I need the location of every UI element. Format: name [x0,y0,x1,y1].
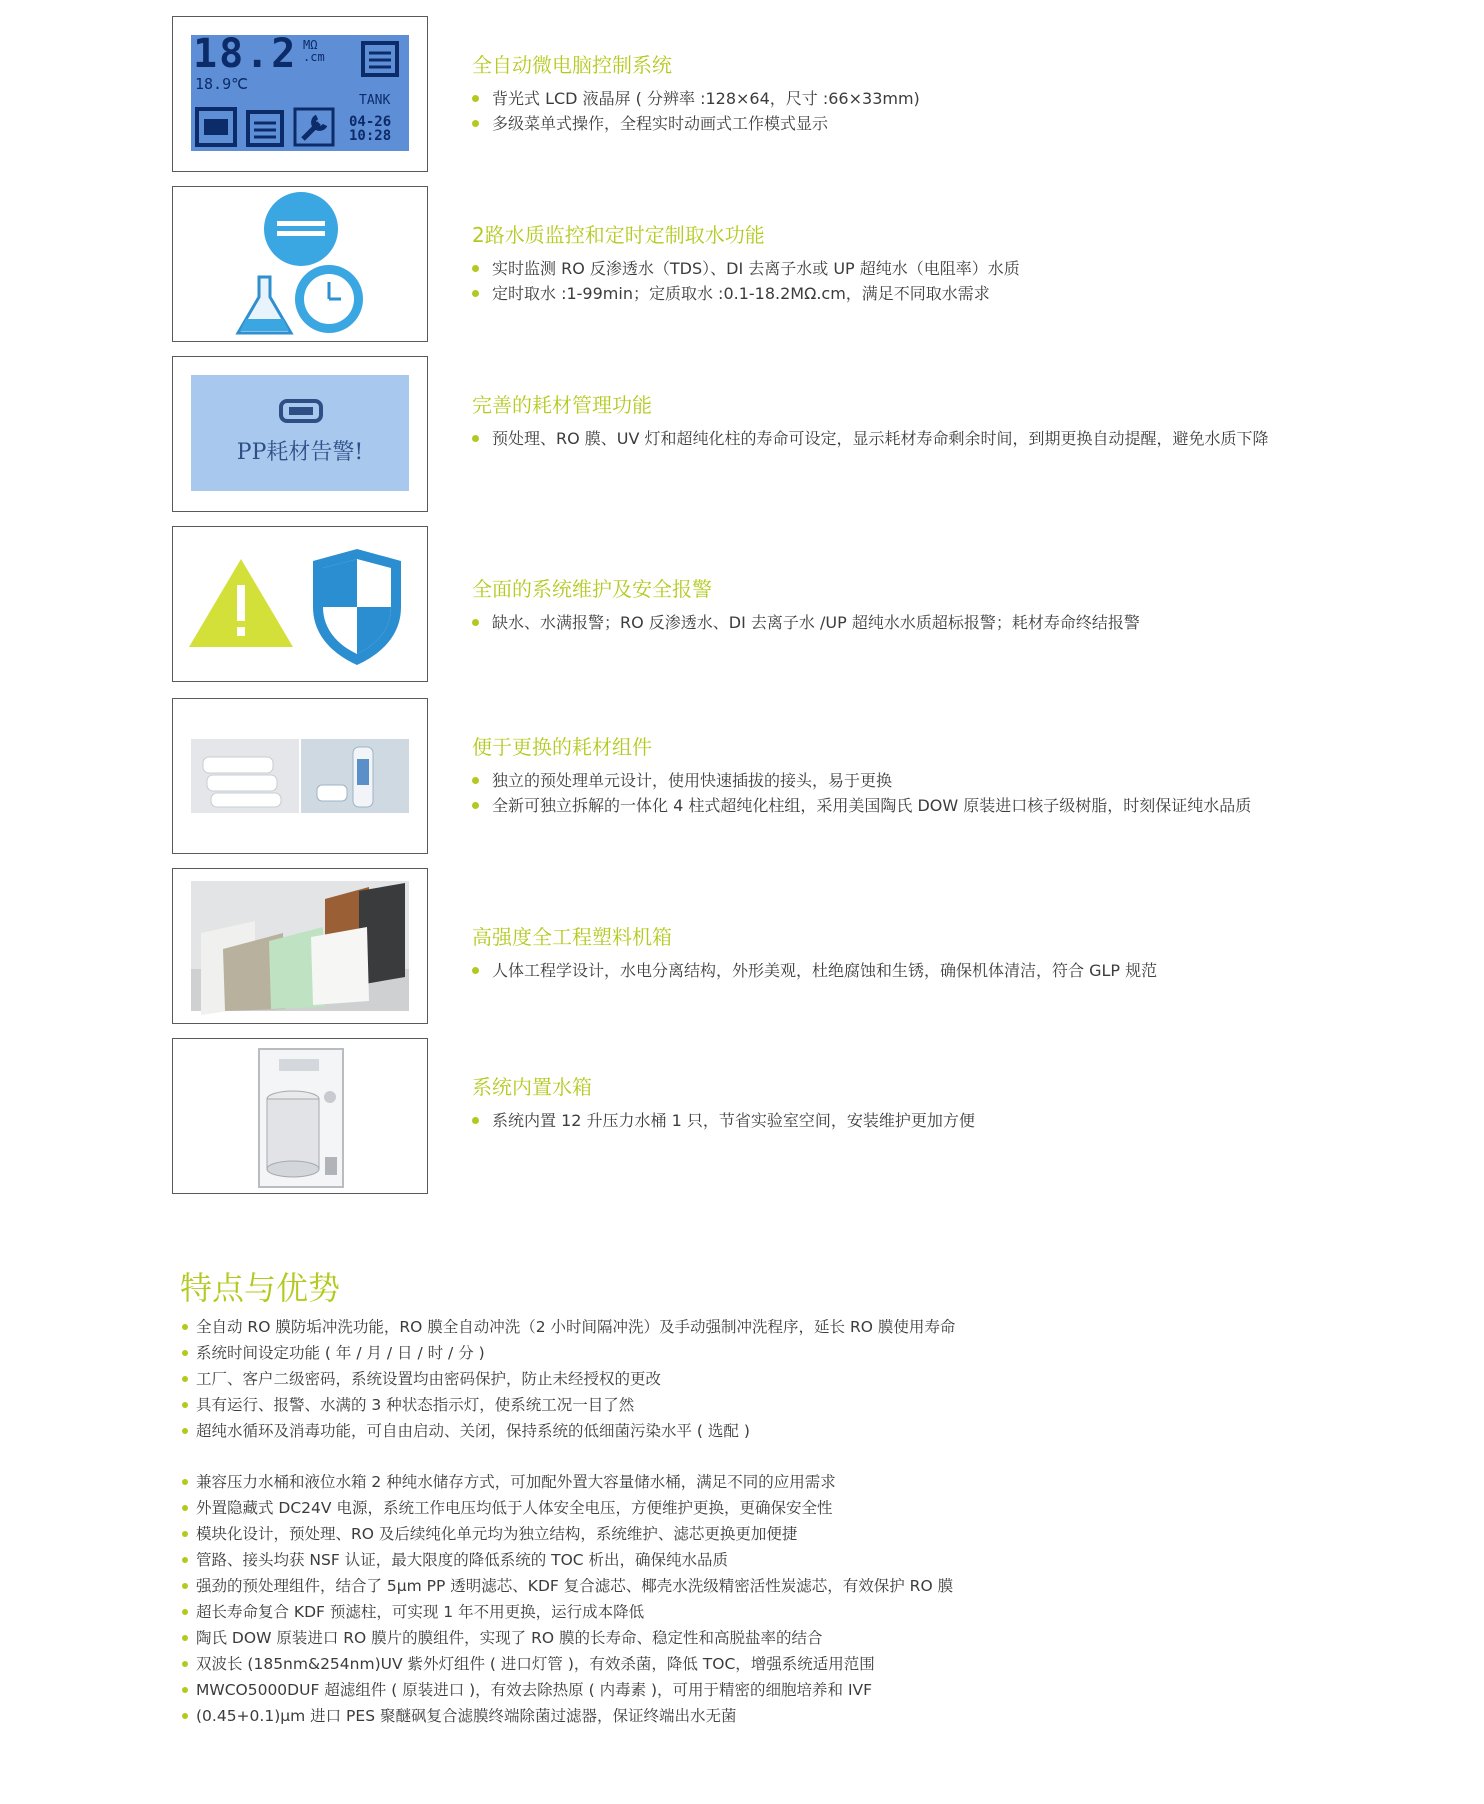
advantage-item: 全自动 RO 膜防垢冲洗功能，RO 膜全自动冲洗（2 小时间隔冲洗）及手动强制冲洗程序，延长 RO 膜使用寿命 [180,1314,1280,1340]
tank-icon [361,41,399,77]
feature-bullet: 定时取水 :1-99min；定质取水 :0.1-18.2MΩ.cm，满足不同取水需求 [472,281,1302,306]
advantage-item: MWCO5000DUF 超滤组件 ( 原装进口 )，有效去除热原 ( 内毒素 )，可用于精密的细胞培养和 IVF [180,1677,1280,1703]
lcd-temperature: 18.9℃ [195,75,248,93]
feature-title: 2路水质监控和定时定制取水功能 [472,223,765,247]
advantage-item: 模块化设计，预处理、RO 及后续纯化单元均为独立结构，系统维护、滤芯更换更加便捷 [180,1521,1280,1547]
feature-bullet: 预处理、RO 膜、UV 灯和超纯化柱的寿命可设定，显示耗材寿命剩余时间，到期更换自动提醒，避免水质下降 [472,426,1302,451]
advantage-item: 管路、接头均获 NSF 认证，最大限度的降低系统的 TOC 析出，确保纯水品质 [180,1547,1280,1573]
monitoring-thumbnail [172,186,428,342]
feature-title: 高强度全工程塑料机箱 [472,925,672,949]
advantage-item: 外置隐藏式 DC24V 电源，系统工作电压均低于人体安全电压，方便维护更换，更确保安全性 [180,1495,1280,1521]
feature-bullets [472,768,1302,818]
advantage-item: 陶氏 DOW 原装进口 RO 膜片的膜组件，实现了 RO 膜的长寿命、稳定性和高脱盐率的结合 [180,1625,1280,1651]
feature-bullet: 系统内置 12 升压力水桶 1 只，节省实验室空间，安装维护更加方便 [472,1108,1302,1133]
feature-text [472,526,1302,635]
wrench-icon [293,107,335,147]
feature-bullet: 全新可独立拆解的一体化 4 柱式超纯化柱组，采用美国陶氏 DOW 原装进口核子级树脂，时刻保证纯水品质 [472,793,1302,818]
feature-text [472,868,1302,983]
calendar-icon [245,107,285,147]
advantage-item: 兼容压力水桶和液位水箱 2 种纯水储存方式，可加配外置大容量储水桶，满足不同的应用需求 [180,1469,1280,1495]
feature-text [472,356,1302,451]
advantage-item: (0.45+0.1)μm 进口 PES 聚醚砜复合滤膜终端除菌过滤器，保证终端出水无菌 [180,1703,1280,1729]
filter-icon [264,192,338,266]
feature-text [472,16,1302,136]
feature-bullet: 背光式 LCD 液晶屏 ( 分辨率 :128×64，尺寸 :66×33mm) [472,86,1302,111]
advantage-item: 超纯水循环及消毒功能，可自由启动、关闭，保持系统的低细菌污染水平 ( 选配 ) [180,1418,1280,1444]
plastic-panels-photo [173,869,428,1024]
lcd-display-thumbnail [172,16,428,172]
components-photo [173,699,428,854]
lcd-tank-label: TANK [359,93,391,108]
safety-thumbnail [172,526,428,682]
safety-icons [173,527,428,682]
tank-thumbnail [172,1038,428,1194]
advantages-list-1 [180,1314,1280,1444]
alarm-lcd-thumbnail [172,356,428,512]
feature-bullets [472,86,1302,136]
internal-tank-diagram [173,1039,428,1194]
feature-text [472,1038,1302,1133]
advantage-item: 系统时间设定功能 ( 年 / 月 / 日 / 时 / 分 ) [180,1340,1280,1366]
feature-bullet: 独立的预处理单元设计，使用快速插拔的接头，易于更换 [472,768,1302,793]
feature-bullet: 多级菜单式操作，全程实时动画式工作模式显示 [472,111,1302,136]
advantage-item: 具有运行、报警、水满的 3 种状态指示灯，使系统工况一目了然 [180,1392,1280,1418]
feature-bullets [472,958,1302,983]
alarm-text: PP耗材告警! [236,440,364,465]
advantage-item: 工厂、客户二级密码，系统设置均由密码保护，防止未经授权的更改 [180,1366,1280,1392]
feature-title: 系统内置水箱 [472,1075,592,1099]
feature-bullets [472,610,1302,635]
lcd-reading: 18.2 [193,31,298,77]
feature-bullets [472,1108,1302,1133]
feature-bullet: 缺水、水满报警；RO 反渗透水、DI 去离子水 /UP 超纯水水质超标报警；耗材寿命终结报警 [472,610,1302,635]
advantage-item: 强劲的预处理组件，结合了 5μm PP 透明滤芯、KDF 复合滤芯、椰壳水洗级精密活性炭滤芯，有效保护 RO 膜 [180,1573,1280,1599]
components-thumbnail [172,698,428,854]
lcd-unit: MΩ .cm [303,38,325,64]
advantages-list-2 [180,1469,1280,1729]
pump-icon [195,107,237,147]
lcd-screen [191,31,409,151]
feature-bullets [472,256,1302,306]
alarm-lcd-screen [191,375,409,491]
feature-bullet: 实时监测 RO 反渗透水（TDS）、DI 去离子水或 UP 超纯水（电阻率）水质 [472,256,1302,281]
feature-bullet: 人体工程学设计，水电分离结构，外形美观，杜绝腐蚀和生锈，确保机体清洁，符合 GLP 规范 [472,958,1302,983]
lcd-datetime: 04-26 10:28 [349,114,392,144]
feature-title: 便于更换的耗材组件 [472,735,652,759]
filter-cartridge-icon [277,397,325,425]
feature-title: 全自动微电脑控制系统 [472,53,672,77]
monitoring-icons [173,187,428,342]
feature-title: 全面的系统维护及安全报警 [472,577,712,601]
feature-text [472,698,1302,818]
advantage-item: 超长寿命复合 KDF 预滤柱，可实现 1 年不用更换，运行成本降低 [180,1599,1280,1625]
feature-title: 完善的耗材管理功能 [472,393,652,417]
feature-text [472,186,1302,306]
chassis-thumbnail [172,868,428,1024]
section-title: 特点与优势 [180,1269,341,1307]
feature-bullets [472,426,1302,451]
advantage-item: 双波长 (185nm&254nm)UV 紫外灯组件 ( 进口灯管 )，有效杀菌，降低 TOC，增强系统适用范围 [180,1651,1280,1677]
